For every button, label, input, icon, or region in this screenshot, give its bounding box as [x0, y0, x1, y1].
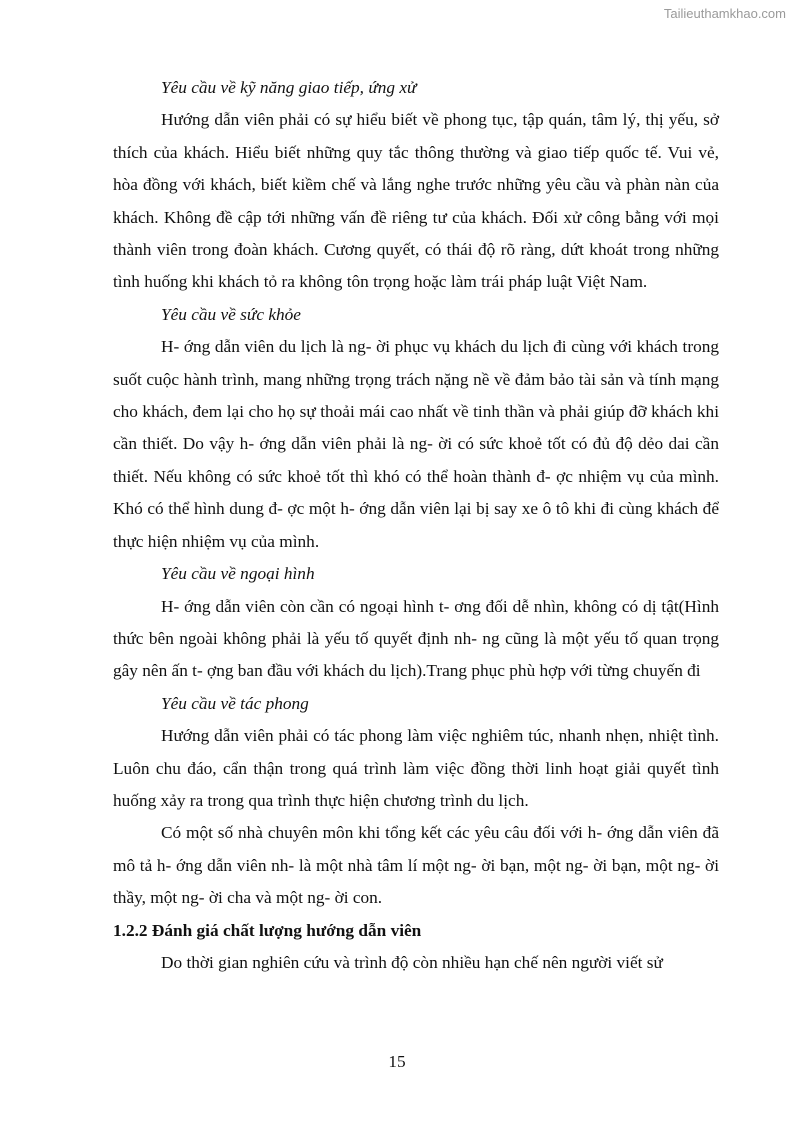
appearance-paragraph: H- ớng dẫn viên còn cần có ngoại hình t- ơng đối dễ nhìn, không có dị tật(Hình thức bên ngoài không phải là yếu tố quyết định nh- ng cũng là một yếu tố quan trọng gây nên ấn t- ợng ban đầu với khách du lịch).Trang phục phù hợp với từng chuyến đi [113, 596, 719, 681]
manner-heading: Yêu cầu về tác phong [161, 693, 309, 713]
page-number: 15 [388, 1052, 406, 1071]
health-heading: Yêu cầu về sức khỏe [161, 304, 301, 324]
communication-paragraph: Hướng dẫn viên phải có sự hiểu biết về phong tục, tập quán, tâm lý, thị yếu, sở thích của khách. Hiểu biết những quy tắc thông thường và giao tiếp quốc tế. Vui vẻ, hòa đồng với khách, biết kiềm chế và lắng nghe trước những yêu cầu và phàn nàn của khách. Không đề cập tới những vấn đề riêng tư của khách. Đối xử công bằng với mọi thành viên trong đoàn khách. Cương quyết, có thái độ rõ ràng, dứt khoát trong những tình huống khi khách tỏ ra không tôn trọng hoặc làm trái pháp luật Việt Nam. [113, 110, 719, 292]
health-paragraph: H- ớng dẫn viên du lịch là ng- ời phục vụ khách du lịch đi cùng với khách trong suốt cuộc hành trình, mang những trọng trách nặng nề về đảm bảo tài sản và tính mạng cho khách, đem lại cho họ sự thoải mái cao nhất về tinh thần và phải giúp đỡ khách khi cần thiết. Do vậy h- ớng dẫn viên phải là ng- ời có sức khoẻ tốt có đủ độ dẻo dai cần thiết. Nếu không có sức khoẻ tốt thì khó có thể hoàn thành đ- ợc nhiệm vụ của mình. Khó có thể hình dung đ- ợc một h- ớng dẫn viên lại bị say xe ô tô khi đi cùng khách để thực hiện nhiệm vụ của mình. [113, 337, 719, 551]
watermark: Tailieuthamkhao.com [663, 6, 786, 21]
summary-paragraph: Có một số nhà chuyên môn khi tổng kết các yêu câu đối với h- ớng dẫn viên đã mô tả h- ớng dẫn viên nh- là một nhà tâm lí một ng- ời bạn, một ng- ời bạn, một ng- ời thầy, một ng- ời cha và một ng- ời con. [113, 823, 719, 908]
manner-paragraph: Hướng dẫn viên phải có tác phong làm việc nghiêm túc, nhanh nhẹn, nhiệt tình. Luôn chu đáo, cẩn thận trong quá trình làm việc đồng thời linh hoạt giải quyết tình huống xảy ra trong qua trình thực hiện chương trình du lịch. [113, 726, 719, 810]
communication-heading: Yêu cầu về kỹ năng giao tiếp, ứng xử [161, 78, 417, 97]
appearance-heading: Yêu cầu về ngoại hình [161, 564, 315, 584]
page-content [113, 72, 719, 979]
section-heading: 1.2.2 Đánh giá chất lượng hướng dẫn viên [113, 920, 422, 940]
section-paragraph: Do thời gian nghiên cứu và trình độ còn nhiều hạn chế nên người viết sử [161, 952, 663, 972]
